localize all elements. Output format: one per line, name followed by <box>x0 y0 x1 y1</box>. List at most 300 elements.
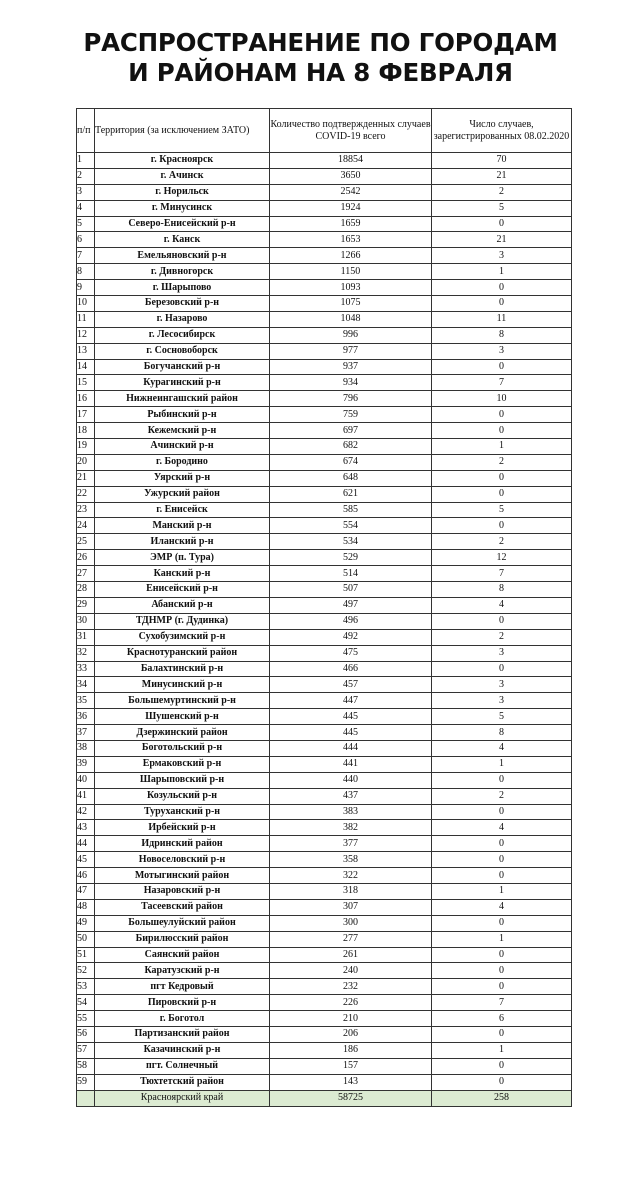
row-number: 56 <box>77 1026 95 1042</box>
row-number: 19 <box>77 439 95 455</box>
row-new-cases: 0 <box>432 1058 572 1074</box>
row-new-cases: 1 <box>432 756 572 772</box>
row-number: 5 <box>77 216 95 232</box>
header-number: п/п <box>77 109 95 153</box>
row-territory: Абанский р-н <box>95 597 270 613</box>
row-total-cases: 492 <box>270 629 432 645</box>
row-number: 32 <box>77 645 95 661</box>
row-territory: Емельяновский р-н <box>95 248 270 264</box>
row-total-cases: 157 <box>270 1058 432 1074</box>
row-total-cases: 444 <box>270 740 432 756</box>
row-territory: Идринский район <box>95 836 270 852</box>
row-number: 24 <box>77 518 95 534</box>
table-row <box>77 311 572 327</box>
summary-territory: Красноярский край <box>95 1090 270 1106</box>
table-row <box>77 502 572 518</box>
row-territory: Боготольский р-н <box>95 740 270 756</box>
table-row <box>77 407 572 423</box>
table-row <box>77 1042 572 1058</box>
row-number: 44 <box>77 836 95 852</box>
table-row <box>77 1026 572 1042</box>
row-number: 58 <box>77 1058 95 1074</box>
row-total-cases: 648 <box>270 470 432 486</box>
row-number: 16 <box>77 391 95 407</box>
table-row <box>77 629 572 645</box>
row-territory: Шарыповский р-н <box>95 772 270 788</box>
table-row <box>77 280 572 296</box>
row-new-cases: 6 <box>432 1011 572 1027</box>
table-row <box>77 852 572 868</box>
row-new-cases: 1 <box>432 883 572 899</box>
row-number: 1 <box>77 153 95 169</box>
row-number: 20 <box>77 454 95 470</box>
row-new-cases: 3 <box>432 645 572 661</box>
row-new-cases: 0 <box>432 915 572 931</box>
row-total-cases: 358 <box>270 852 432 868</box>
row-new-cases: 3 <box>432 693 572 709</box>
row-territory: г. Норильск <box>95 184 270 200</box>
table-row <box>77 566 572 582</box>
row-new-cases: 0 <box>432 804 572 820</box>
row-new-cases: 0 <box>432 280 572 296</box>
row-total-cases: 261 <box>270 947 432 963</box>
row-number: 54 <box>77 995 95 1011</box>
row-new-cases: 0 <box>432 963 572 979</box>
row-total-cases: 796 <box>270 391 432 407</box>
row-new-cases: 7 <box>432 995 572 1011</box>
table-row <box>77 216 572 232</box>
row-number: 39 <box>77 756 95 772</box>
row-new-cases: 0 <box>432 518 572 534</box>
row-new-cases: 2 <box>432 788 572 804</box>
row-number: 4 <box>77 200 95 216</box>
row-number: 46 <box>77 868 95 884</box>
row-territory: г. Ачинск <box>95 168 270 184</box>
row-territory: Богучанский р-н <box>95 359 270 375</box>
row-new-cases: 0 <box>432 836 572 852</box>
row-total-cases: 934 <box>270 375 432 391</box>
row-territory: г. Сосновоборск <box>95 343 270 359</box>
table-header-row <box>77 109 572 153</box>
row-new-cases: 0 <box>432 868 572 884</box>
row-territory: Козульский р-н <box>95 788 270 804</box>
row-territory: Тюхтетский район <box>95 1074 270 1090</box>
row-new-cases: 0 <box>432 772 572 788</box>
row-territory: Бирилюсский район <box>95 931 270 947</box>
row-number: 13 <box>77 343 95 359</box>
row-number: 55 <box>77 1011 95 1027</box>
row-territory: Иланский р-н <box>95 534 270 550</box>
row-total-cases: 621 <box>270 486 432 502</box>
row-new-cases: 21 <box>432 232 572 248</box>
row-new-cases: 5 <box>432 200 572 216</box>
row-total-cases: 307 <box>270 899 432 915</box>
row-total-cases: 514 <box>270 566 432 582</box>
row-new-cases: 8 <box>432 327 572 343</box>
row-total-cases: 1150 <box>270 264 432 280</box>
row-number: 48 <box>77 899 95 915</box>
header-total-cases: Количество подтвержденных случаев COVID-19 всего <box>270 109 432 153</box>
row-total-cases: 445 <box>270 725 432 741</box>
row-territory: Туруханский р-н <box>95 804 270 820</box>
table-row <box>77 772 572 788</box>
row-new-cases: 8 <box>432 725 572 741</box>
row-total-cases: 445 <box>270 709 432 725</box>
row-number: 38 <box>77 740 95 756</box>
row-new-cases: 0 <box>432 1026 572 1042</box>
row-territory: Кежемский р-н <box>95 423 270 439</box>
row-territory: Канский р-н <box>95 566 270 582</box>
row-total-cases: 437 <box>270 788 432 804</box>
row-territory: г. Бородино <box>95 454 270 470</box>
row-territory: г. Дивногорск <box>95 264 270 280</box>
row-number: 52 <box>77 963 95 979</box>
row-total-cases: 226 <box>270 995 432 1011</box>
row-number: 33 <box>77 661 95 677</box>
row-territory: Саянский район <box>95 947 270 963</box>
cases-table <box>76 108 572 1107</box>
row-number: 3 <box>77 184 95 200</box>
summary-new-cases: 258 <box>432 1090 572 1106</box>
row-territory: Минусинский р-н <box>95 677 270 693</box>
table-row <box>77 1011 572 1027</box>
row-total-cases: 507 <box>270 582 432 598</box>
row-new-cases: 5 <box>432 502 572 518</box>
table-row <box>77 645 572 661</box>
row-territory: Пировский р-н <box>95 995 270 1011</box>
row-number: 51 <box>77 947 95 963</box>
row-number: 21 <box>77 470 95 486</box>
row-territory: пгт Кедровый <box>95 979 270 995</box>
table-row <box>77 550 572 566</box>
row-number: 30 <box>77 613 95 629</box>
row-new-cases: 0 <box>432 296 572 312</box>
row-total-cases: 996 <box>270 327 432 343</box>
row-territory: Енисейский р-н <box>95 582 270 598</box>
table-row <box>77 248 572 264</box>
row-total-cases: 585 <box>270 502 432 518</box>
row-territory: Большемуртинский р-н <box>95 693 270 709</box>
table-row <box>77 709 572 725</box>
row-new-cases: 0 <box>432 407 572 423</box>
row-new-cases: 8 <box>432 582 572 598</box>
table-row <box>77 804 572 820</box>
row-territory: г. Канск <box>95 232 270 248</box>
summary-number-cell <box>77 1090 95 1106</box>
row-new-cases: 70 <box>432 153 572 169</box>
row-total-cases: 18854 <box>270 153 432 169</box>
row-new-cases: 2 <box>432 629 572 645</box>
row-number: 49 <box>77 915 95 931</box>
row-territory: Большеулуйский район <box>95 915 270 931</box>
table-row <box>77 677 572 693</box>
row-number: 25 <box>77 534 95 550</box>
row-territory: г. Красноярск <box>95 153 270 169</box>
table-row <box>77 518 572 534</box>
row-new-cases: 3 <box>432 343 572 359</box>
row-territory: Партизанский район <box>95 1026 270 1042</box>
row-total-cases: 1075 <box>270 296 432 312</box>
row-number: 43 <box>77 820 95 836</box>
row-territory: Ирбейский р-н <box>95 820 270 836</box>
row-total-cases: 475 <box>270 645 432 661</box>
row-total-cases: 322 <box>270 868 432 884</box>
row-total-cases: 554 <box>270 518 432 534</box>
row-new-cases: 0 <box>432 423 572 439</box>
row-number: 27 <box>77 566 95 582</box>
row-territory: Нижнеингашский район <box>95 391 270 407</box>
table-row <box>77 184 572 200</box>
table-row <box>77 454 572 470</box>
row-territory: г. Енисейск <box>95 502 270 518</box>
row-new-cases: 4 <box>432 820 572 836</box>
row-total-cases: 382 <box>270 820 432 836</box>
table-row <box>77 582 572 598</box>
table-row <box>77 836 572 852</box>
row-new-cases: 0 <box>432 359 572 375</box>
table-row <box>77 931 572 947</box>
row-number: 53 <box>77 979 95 995</box>
table-row <box>77 153 572 169</box>
row-territory: Курагинский р-н <box>95 375 270 391</box>
row-total-cases: 937 <box>270 359 432 375</box>
row-new-cases: 3 <box>432 677 572 693</box>
row-territory: Балахтинский р-н <box>95 661 270 677</box>
row-new-cases: 4 <box>432 597 572 613</box>
table-row <box>77 947 572 963</box>
row-total-cases: 143 <box>270 1074 432 1090</box>
table-row <box>77 264 572 280</box>
row-new-cases: 0 <box>432 470 572 486</box>
row-new-cases: 2 <box>432 184 572 200</box>
row-total-cases: 447 <box>270 693 432 709</box>
table-row <box>77 423 572 439</box>
row-territory: Рыбинский р-н <box>95 407 270 423</box>
row-territory: г. Минусинск <box>95 200 270 216</box>
table-row <box>77 995 572 1011</box>
row-total-cases: 441 <box>270 756 432 772</box>
row-new-cases: 1 <box>432 1042 572 1058</box>
row-number: 8 <box>77 264 95 280</box>
row-total-cases: 1093 <box>270 280 432 296</box>
title-line-2: И РАЙОНАМ НА 8 ФЕВРАЛЯ <box>128 58 513 87</box>
table-row <box>77 534 572 550</box>
row-territory: Шушенский р-н <box>95 709 270 725</box>
row-number: 42 <box>77 804 95 820</box>
row-territory: Назаровский р-н <box>95 883 270 899</box>
row-number: 15 <box>77 375 95 391</box>
table-row <box>77 963 572 979</box>
table-row <box>77 693 572 709</box>
table-row <box>77 915 572 931</box>
row-new-cases: 4 <box>432 740 572 756</box>
table-row <box>77 756 572 772</box>
row-total-cases: 1266 <box>270 248 432 264</box>
row-new-cases: 12 <box>432 550 572 566</box>
table-row <box>77 661 572 677</box>
row-total-cases: 1048 <box>270 311 432 327</box>
row-total-cases: 759 <box>270 407 432 423</box>
row-number: 47 <box>77 883 95 899</box>
row-number: 28 <box>77 582 95 598</box>
row-new-cases: 11 <box>432 311 572 327</box>
row-total-cases: 240 <box>270 963 432 979</box>
row-number: 2 <box>77 168 95 184</box>
row-total-cases: 206 <box>270 1026 432 1042</box>
table-row <box>77 613 572 629</box>
row-total-cases: 440 <box>270 772 432 788</box>
row-new-cases: 10 <box>432 391 572 407</box>
row-total-cases: 277 <box>270 931 432 947</box>
row-total-cases: 300 <box>270 915 432 931</box>
row-territory: ЭМР (п. Тура) <box>95 550 270 566</box>
row-new-cases: 1 <box>432 931 572 947</box>
row-number: 57 <box>77 1042 95 1058</box>
row-total-cases: 682 <box>270 439 432 455</box>
row-number: 35 <box>77 693 95 709</box>
row-territory: г. Лесосибирск <box>95 327 270 343</box>
row-total-cases: 674 <box>270 454 432 470</box>
row-number: 18 <box>77 423 95 439</box>
row-number: 31 <box>77 629 95 645</box>
row-total-cases: 1924 <box>270 200 432 216</box>
row-total-cases: 318 <box>270 883 432 899</box>
header-territory: Территория (за исключением ЗАТО) <box>95 109 270 153</box>
row-new-cases: 0 <box>432 486 572 502</box>
title-line-1: РАСПРОСТРАНЕНИЕ ПО ГОРОДАМ <box>83 28 558 57</box>
row-number: 37 <box>77 725 95 741</box>
row-new-cases: 1 <box>432 439 572 455</box>
row-total-cases: 1653 <box>270 232 432 248</box>
row-territory: Ужурский район <box>95 486 270 502</box>
table-row <box>77 296 572 312</box>
page-title <box>0 28 641 88</box>
row-number: 22 <box>77 486 95 502</box>
row-number: 17 <box>77 407 95 423</box>
row-new-cases: 0 <box>432 947 572 963</box>
row-total-cases: 383 <box>270 804 432 820</box>
row-total-cases: 232 <box>270 979 432 995</box>
row-number: 11 <box>77 311 95 327</box>
row-number: 36 <box>77 709 95 725</box>
row-total-cases: 534 <box>270 534 432 550</box>
row-new-cases: 0 <box>432 613 572 629</box>
row-territory: Дзержинский район <box>95 725 270 741</box>
row-number: 14 <box>77 359 95 375</box>
table-row <box>77 1074 572 1090</box>
row-total-cases: 466 <box>270 661 432 677</box>
row-total-cases: 496 <box>270 613 432 629</box>
row-total-cases: 377 <box>270 836 432 852</box>
table-row <box>77 868 572 884</box>
table-row <box>77 359 572 375</box>
row-territory: ТДНМР (г. Дудинка) <box>95 613 270 629</box>
row-number: 26 <box>77 550 95 566</box>
row-territory: Сухобузимский р-н <box>95 629 270 645</box>
table-row <box>77 486 572 502</box>
table-row <box>77 725 572 741</box>
row-number: 50 <box>77 931 95 947</box>
row-territory: Краснотуранский район <box>95 645 270 661</box>
row-total-cases: 497 <box>270 597 432 613</box>
table-row <box>77 788 572 804</box>
table-row <box>77 232 572 248</box>
row-total-cases: 1659 <box>270 216 432 232</box>
summary-row <box>77 1090 572 1106</box>
table-row <box>77 979 572 995</box>
table-row <box>77 343 572 359</box>
row-number: 59 <box>77 1074 95 1090</box>
table-row <box>77 1058 572 1074</box>
row-territory: Ачинский р-н <box>95 439 270 455</box>
row-territory: г. Боготол <box>95 1011 270 1027</box>
table-row <box>77 740 572 756</box>
row-number: 6 <box>77 232 95 248</box>
row-number: 10 <box>77 296 95 312</box>
row-territory: г. Назарово <box>95 311 270 327</box>
table-row <box>77 391 572 407</box>
table-row <box>77 327 572 343</box>
row-territory: Северо-Енисейский р-н <box>95 216 270 232</box>
header-new-cases: Число случаев, зарегистрированных 08.02.2020 <box>432 109 572 153</box>
row-new-cases: 2 <box>432 454 572 470</box>
row-number: 23 <box>77 502 95 518</box>
summary-total-cases: 58725 <box>270 1090 432 1106</box>
row-number: 34 <box>77 677 95 693</box>
table-row <box>77 168 572 184</box>
row-total-cases: 529 <box>270 550 432 566</box>
row-territory: Новоселовский р-н <box>95 852 270 868</box>
row-new-cases: 0 <box>432 979 572 995</box>
table-row <box>77 820 572 836</box>
row-territory: Каратузский р-н <box>95 963 270 979</box>
row-total-cases: 977 <box>270 343 432 359</box>
row-number: 7 <box>77 248 95 264</box>
row-new-cases: 0 <box>432 661 572 677</box>
table-row <box>77 597 572 613</box>
row-territory: Манский р-н <box>95 518 270 534</box>
row-new-cases: 4 <box>432 899 572 915</box>
table-row <box>77 470 572 486</box>
row-number: 41 <box>77 788 95 804</box>
row-territory: Казачинский р-н <box>95 1042 270 1058</box>
row-total-cases: 3650 <box>270 168 432 184</box>
row-territory: Мотыгинский район <box>95 868 270 884</box>
row-number: 12 <box>77 327 95 343</box>
table-row <box>77 439 572 455</box>
row-new-cases: 0 <box>432 1074 572 1090</box>
row-total-cases: 697 <box>270 423 432 439</box>
row-territory: Березовский р-н <box>95 296 270 312</box>
row-territory: г. Шарыпово <box>95 280 270 296</box>
row-total-cases: 210 <box>270 1011 432 1027</box>
row-new-cases: 3 <box>432 248 572 264</box>
row-territory: Тасеевский район <box>95 899 270 915</box>
row-new-cases: 1 <box>432 264 572 280</box>
row-territory: Ермаковский р-н <box>95 756 270 772</box>
row-territory: пгт. Солнечный <box>95 1058 270 1074</box>
table-row <box>77 200 572 216</box>
row-new-cases: 0 <box>432 216 572 232</box>
row-number: 29 <box>77 597 95 613</box>
row-total-cases: 2542 <box>270 184 432 200</box>
table-row <box>77 899 572 915</box>
row-total-cases: 186 <box>270 1042 432 1058</box>
row-new-cases: 5 <box>432 709 572 725</box>
row-total-cases: 457 <box>270 677 432 693</box>
row-number: 45 <box>77 852 95 868</box>
row-new-cases: 7 <box>432 566 572 582</box>
